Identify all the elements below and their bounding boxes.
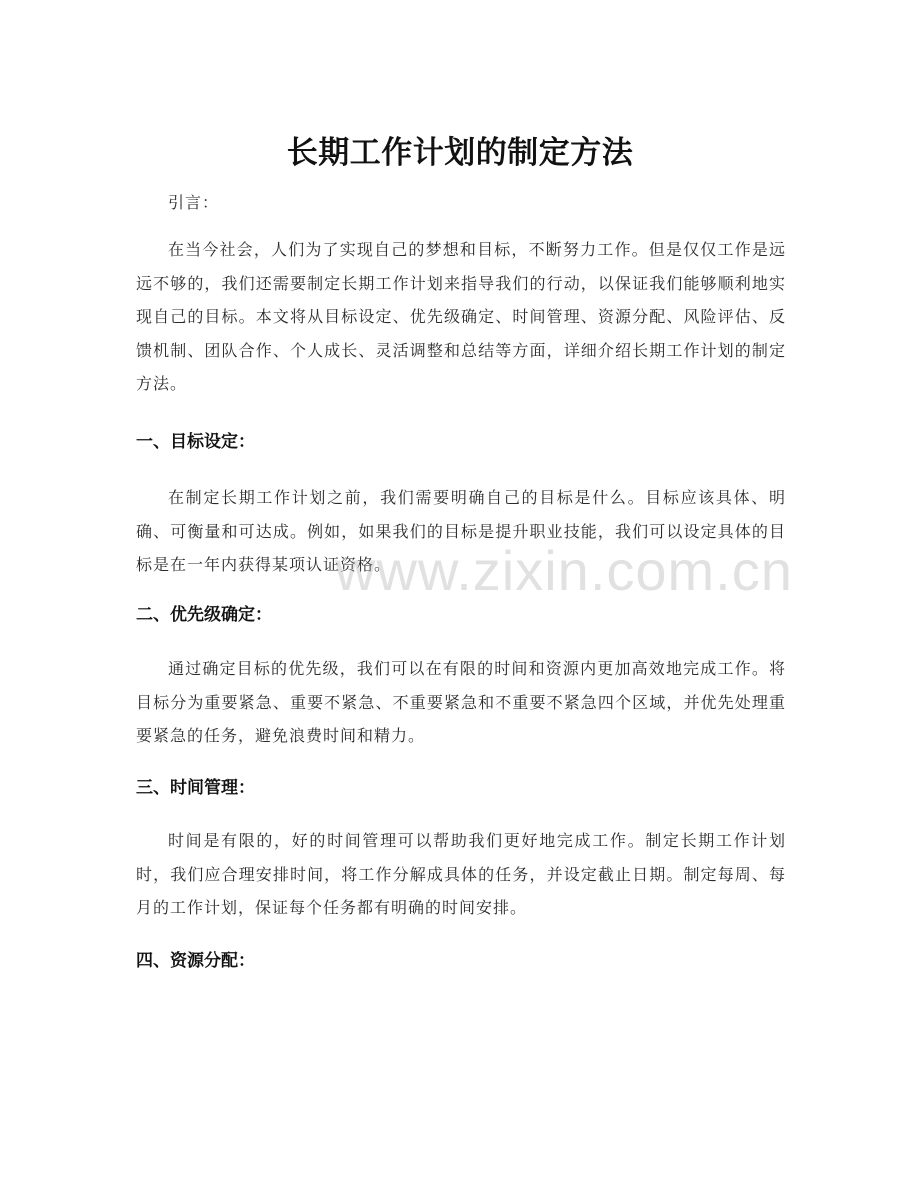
- section-body-priority: 通过确定目标的优先级，我们可以在有限的时间和资源内更加高效地完成工作。将目标分为重要紧急、重要不紧急、不重要紧急和不重要不紧急四个区域，并优先处理重要紧急的任务，避免浪费时间和精力。: [136, 659, 786, 746]
- section-heading-priority: 二、优先级确定：: [136, 605, 272, 625]
- section-body-goal-setting: 在制定长期工作计划之前，我们需要明确自己的目标是什么。目标应该具体、明确、可衡量和可达成。例如，如果我们的目标是提升职业技能，我们可以设定具体的目标是在一年内获得某项认证资格。: [136, 488, 786, 575]
- document-title: 长期工作计划的制定方法: [286, 134, 634, 171]
- section-heading-resource-allocation: 四、资源分配：: [136, 951, 255, 971]
- section-heading-goal-setting: 一、目标设定：: [136, 432, 255, 452]
- intro-label: 引言：: [168, 193, 220, 212]
- intro-paragraph: 在当今社会，人们为了实现自己的梦想和目标，不断努力工作。但是仅仅工作是远远不够的，我们还需要制定长期工作计划来指导我们的行动，以保证我们能够顺利地实现自己的目标。本文将从目标设定、优先级确定、时间管理、资源分配、风险评估、反馈机制、团队合作、个人成长、灵活调整和总结等方面，详细介绍长期工作计划的制定方法。: [136, 240, 786, 394]
- section-heading-time-management: 三、时间管理：: [136, 778, 255, 798]
- watermark: www.zixin.com.cn: [335, 539, 793, 602]
- section-body-time-management: 时间是有限的，好的时间管理可以帮助我们更好地完成工作。制定长期工作计划时，我们应合理安排时间，将工作分解成具体的任务，并设定截止日期。制定每周、每月的工作计划，保证每个任务都有明确的时间安排。: [136, 831, 786, 918]
